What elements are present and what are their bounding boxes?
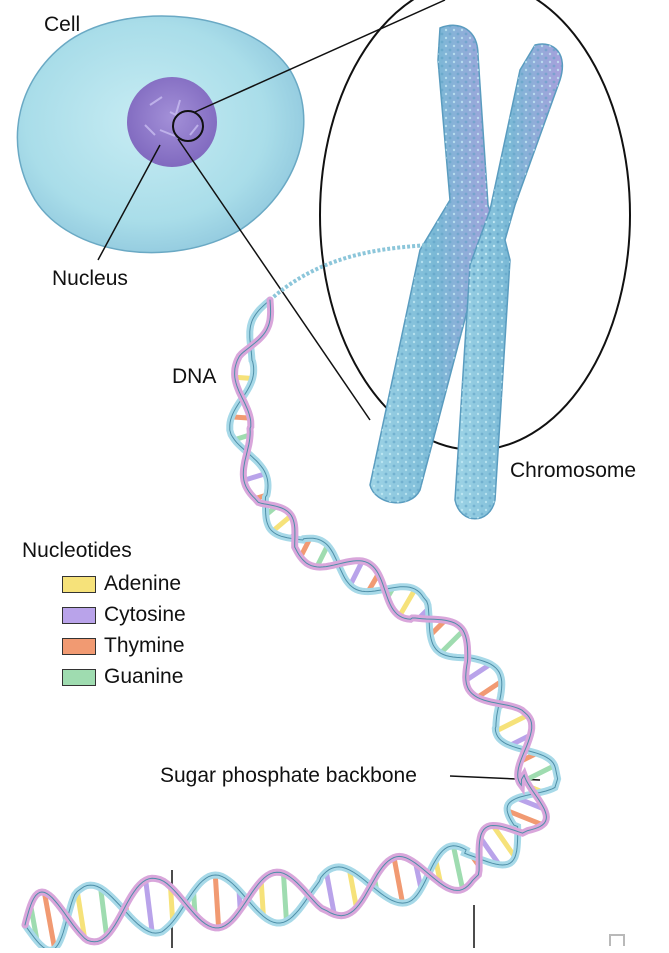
thymine-swatch (62, 638, 96, 655)
base-pair (272, 515, 291, 531)
backbone-label: Sugar phosphate backbone (160, 765, 417, 786)
base-pair (215, 875, 218, 928)
base-pair (394, 858, 403, 904)
dna-label: DNA (172, 366, 216, 387)
cytosine-swatch (62, 607, 96, 624)
legend-title: Nucleotides (22, 539, 132, 563)
chromosome (370, 25, 562, 518)
base-pair (441, 631, 464, 654)
legend-item-cytosine (62, 603, 186, 627)
legend-label: Thymine (104, 634, 185, 658)
legend-label: Adenine (104, 572, 181, 596)
legend-label: Guanine (104, 665, 183, 689)
adenine-swatch (62, 576, 96, 593)
nucleus-label: Nucleus (52, 268, 128, 289)
expand-corner-icon (609, 934, 625, 946)
chromosome-label: Chromosome (510, 460, 636, 481)
base-pair (146, 880, 153, 933)
legend-item-guanine (62, 665, 183, 689)
nucleus (127, 77, 217, 167)
base-pair (283, 873, 286, 921)
base-pair (496, 715, 528, 731)
cell-label: Cell (44, 14, 80, 35)
legend-item-adenine (62, 572, 181, 596)
dna-thin-strand (270, 245, 430, 300)
legend-label: Cytosine (104, 603, 186, 627)
legend-item-thymine (62, 634, 185, 658)
base-pair (399, 589, 415, 616)
guanine-swatch (62, 669, 96, 686)
